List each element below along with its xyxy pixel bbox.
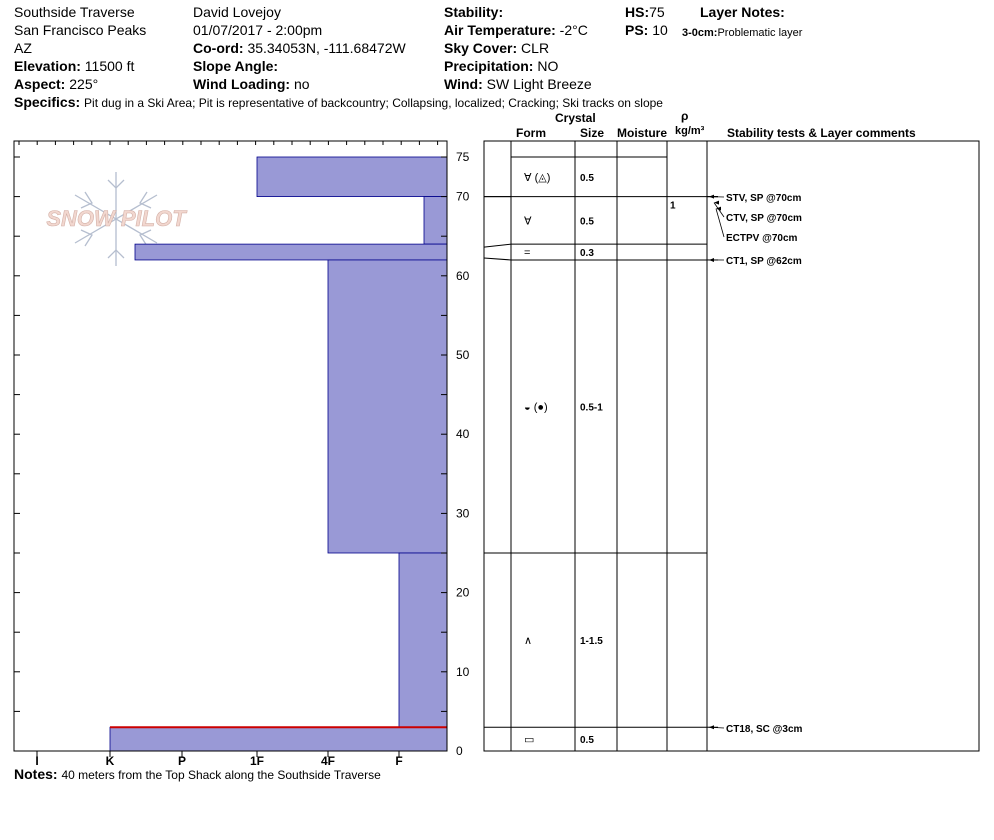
form-header: Form xyxy=(516,126,546,140)
y-tick-label: 40 xyxy=(456,427,470,442)
notes-text: 40 meters from the Top Shack along the Southside Traverse xyxy=(61,768,381,782)
y-tick-label: 50 xyxy=(456,348,470,362)
coordinates-label: Co-ord: xyxy=(193,40,244,56)
layer-connector xyxy=(484,258,511,260)
crystal-form-symbol: ▭ xyxy=(524,734,535,747)
sky-cover-value: CLR xyxy=(521,40,550,56)
y-tick-label: 60 xyxy=(456,268,470,283)
crystal-header: Crystal xyxy=(555,111,596,125)
stability-test-label: STV, SP @70cm xyxy=(726,193,802,204)
test-arrow-line xyxy=(716,209,724,237)
layer-notes-label: Layer Notes: xyxy=(700,4,785,20)
air-temperature-label: Air Temperature: xyxy=(444,22,556,38)
test-arrow-head xyxy=(709,725,714,729)
hardness-layer-bar xyxy=(328,260,447,553)
y-tick-label: 20 xyxy=(456,585,470,600)
stability-test-label: CTV, SP @70cm xyxy=(726,213,802,224)
test-arrow-head xyxy=(709,258,714,262)
hardness-layer-bar xyxy=(135,244,447,260)
comments-header: Stability tests & Layer comments xyxy=(727,126,916,140)
y-tick-label: 10 xyxy=(456,664,470,679)
hardness-layer-bar xyxy=(424,197,447,245)
wind-loading-value: no xyxy=(293,76,310,92)
slope-angle-label: Slope Angle: xyxy=(193,58,279,74)
x-tick-label: I xyxy=(35,754,39,768)
layer-note-text: Problematic layer xyxy=(717,27,803,39)
stability-label: Stability: xyxy=(444,4,504,20)
ps-value: 10 xyxy=(652,22,668,38)
logo-text: SNOW PILOT xyxy=(46,206,186,231)
observation-datetime: 01/07/2017 - 2:00pm xyxy=(193,22,323,38)
crystal-form-symbol: ∧ xyxy=(524,635,533,648)
crystal-size: 0.5-1 xyxy=(580,402,603,414)
precipitation-label: Precipitation: xyxy=(444,58,534,74)
moisture-header: Moisture xyxy=(617,126,668,140)
stability-test-label: CT1, SP @62cm xyxy=(726,256,802,267)
sky-cover-label: Sky Cover: xyxy=(444,40,518,56)
ps-label: PS: xyxy=(625,22,649,38)
y-tick-label: 70 xyxy=(456,189,470,204)
hardness-layer-bar xyxy=(110,727,447,751)
elevation-value: 11500 ft xyxy=(84,58,135,74)
wind-value: SW Light Breeze xyxy=(486,76,592,92)
crystal-size: 0.3 xyxy=(580,248,594,260)
size-header: Size xyxy=(580,126,605,140)
air-temperature-value: -2°C xyxy=(559,22,588,38)
x-tick-label: K xyxy=(105,754,115,768)
hs-value: 75 xyxy=(649,4,665,20)
y-tick-label: 75 xyxy=(456,150,470,164)
location-name: Southside Traverse xyxy=(14,4,135,20)
crystal-form-symbol: ∀ (◬) xyxy=(524,171,551,184)
aspect-value: 225° xyxy=(69,76,99,92)
y-tick-label: 0 xyxy=(456,744,463,758)
x-tick-label: P xyxy=(177,754,187,768)
elevation-label: Elevation: xyxy=(14,58,81,74)
precipitation-value: NO xyxy=(537,58,559,74)
wind-loading-label: Wind Loading: xyxy=(193,76,291,92)
mountain-range: San Francisco Peaks xyxy=(14,22,147,38)
stability-test-label: ECTPV @70cm xyxy=(726,233,798,244)
hardness-chart xyxy=(14,141,470,768)
x-tick-label: 1F xyxy=(249,754,265,768)
rho-header: ρ xyxy=(681,109,689,123)
layer-table xyxy=(484,141,979,751)
hardness-layer-bar xyxy=(399,553,447,727)
x-tick-label: 4F xyxy=(320,754,336,768)
specifics-text: Pit dug in a Ski Area; Pit is representative of backcountry; Collapsing, localized; Cracking; Ski tracks on slope xyxy=(84,96,663,110)
x-tick-label: F xyxy=(395,754,403,768)
wind-label: Wind: xyxy=(444,76,483,92)
specifics-label: Specifics: xyxy=(14,94,81,110)
crystal-form-symbol: ◒ (●) xyxy=(524,401,548,414)
crystal-size: 1-1.5 xyxy=(580,636,603,648)
stability-test-label: CT18, SC @3cm xyxy=(726,724,803,735)
layer-note-range: 3-0cm: xyxy=(682,27,718,39)
crystal-form-symbol: = xyxy=(524,247,531,260)
density-value: 1 xyxy=(670,200,676,212)
density-unit-header: kg/m³ xyxy=(675,125,705,137)
coordinates-value: 35.34053N, -111.68472W xyxy=(247,40,406,56)
state: AZ xyxy=(14,40,32,56)
layer-connector xyxy=(484,244,511,247)
crystal-size: 0.5 xyxy=(580,216,594,228)
aspect-label: Aspect: xyxy=(14,76,66,92)
crystal-form-symbol: ∀ xyxy=(524,215,532,228)
hardness-layer-bar xyxy=(257,157,447,197)
crystal-size: 0.5 xyxy=(580,735,594,747)
notes-label: Notes: xyxy=(14,766,58,782)
crystal-size: 0.5 xyxy=(580,172,594,184)
observer-name: David Lovejoy xyxy=(193,4,281,20)
y-tick-label: 30 xyxy=(456,506,470,521)
hs-label: HS: xyxy=(625,4,650,20)
